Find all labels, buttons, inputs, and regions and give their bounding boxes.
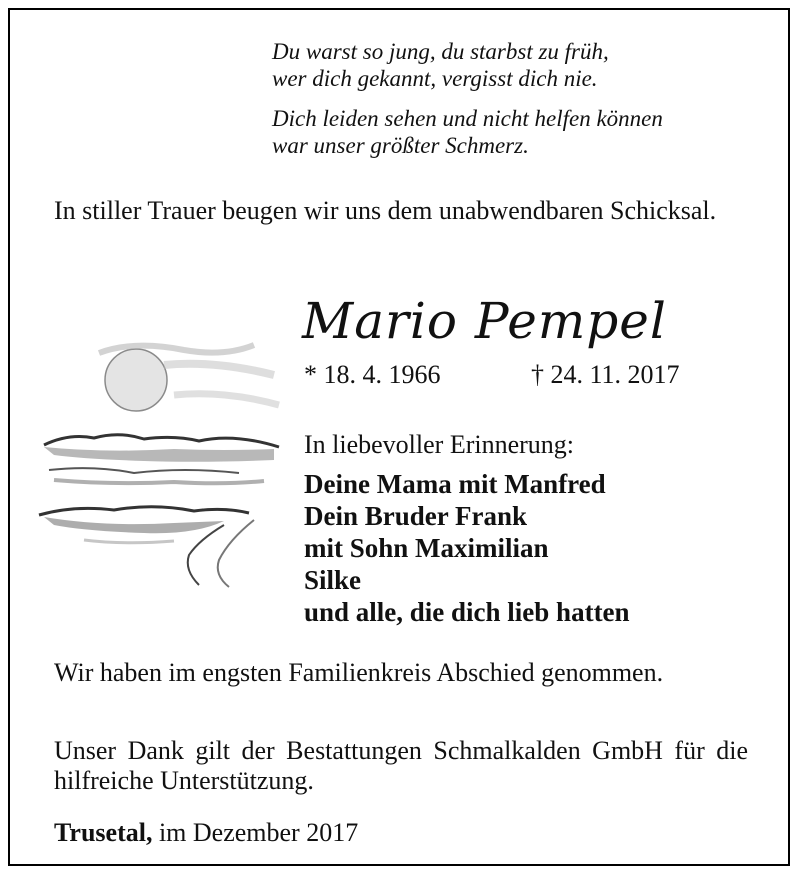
poem-stanza-2 (272, 105, 663, 159)
mourner: Silke (304, 565, 362, 595)
landscape-sun-sketch-icon (24, 335, 294, 590)
mourner: und alle, die dich lieb hatten (304, 597, 630, 627)
obituary-notice (8, 8, 790, 866)
closing-line (54, 818, 358, 848)
poem-line: wer dich gekannt, vergisst dich nie. (272, 66, 598, 91)
mourner: Dein Bruder Frank (304, 501, 528, 531)
life-dates (304, 360, 680, 390)
thanks-text: Unser Dank gilt der Bestattungen Schmalkalden GmbH für die hilfreiche Unterstützung. (54, 736, 748, 795)
poem-line: war unser größter Schmerz. (272, 133, 529, 158)
mourner: Deine Mama mit Manfred (304, 469, 606, 499)
deceased-name: Mario Pempel (302, 292, 667, 350)
birth-date: * 18. 4. 1966 (304, 360, 441, 389)
mourners-list (304, 468, 630, 628)
farewell-text: Wir haben im engsten Familienkreis Abschied genommen. (54, 658, 664, 687)
poem-line: Dich leiden sehen und nicht helfen können (272, 106, 663, 131)
poem-stanza-1 (272, 38, 663, 92)
closing-date: im Dezember 2017 (158, 818, 359, 847)
poem-line: Du warst so jung, du starbst zu früh, (272, 39, 609, 64)
death-date: † 24. 11. 2017 (531, 360, 680, 389)
memory-line: In liebevoller Erinnerung: (304, 430, 575, 459)
poem (272, 38, 663, 172)
closing-place: Trusetal, (54, 818, 153, 847)
intro-text: In stiller Trauer beugen wir uns dem unabwendbaren Schicksal. (54, 196, 717, 225)
mourner: mit Sohn Maximilian (304, 533, 549, 563)
